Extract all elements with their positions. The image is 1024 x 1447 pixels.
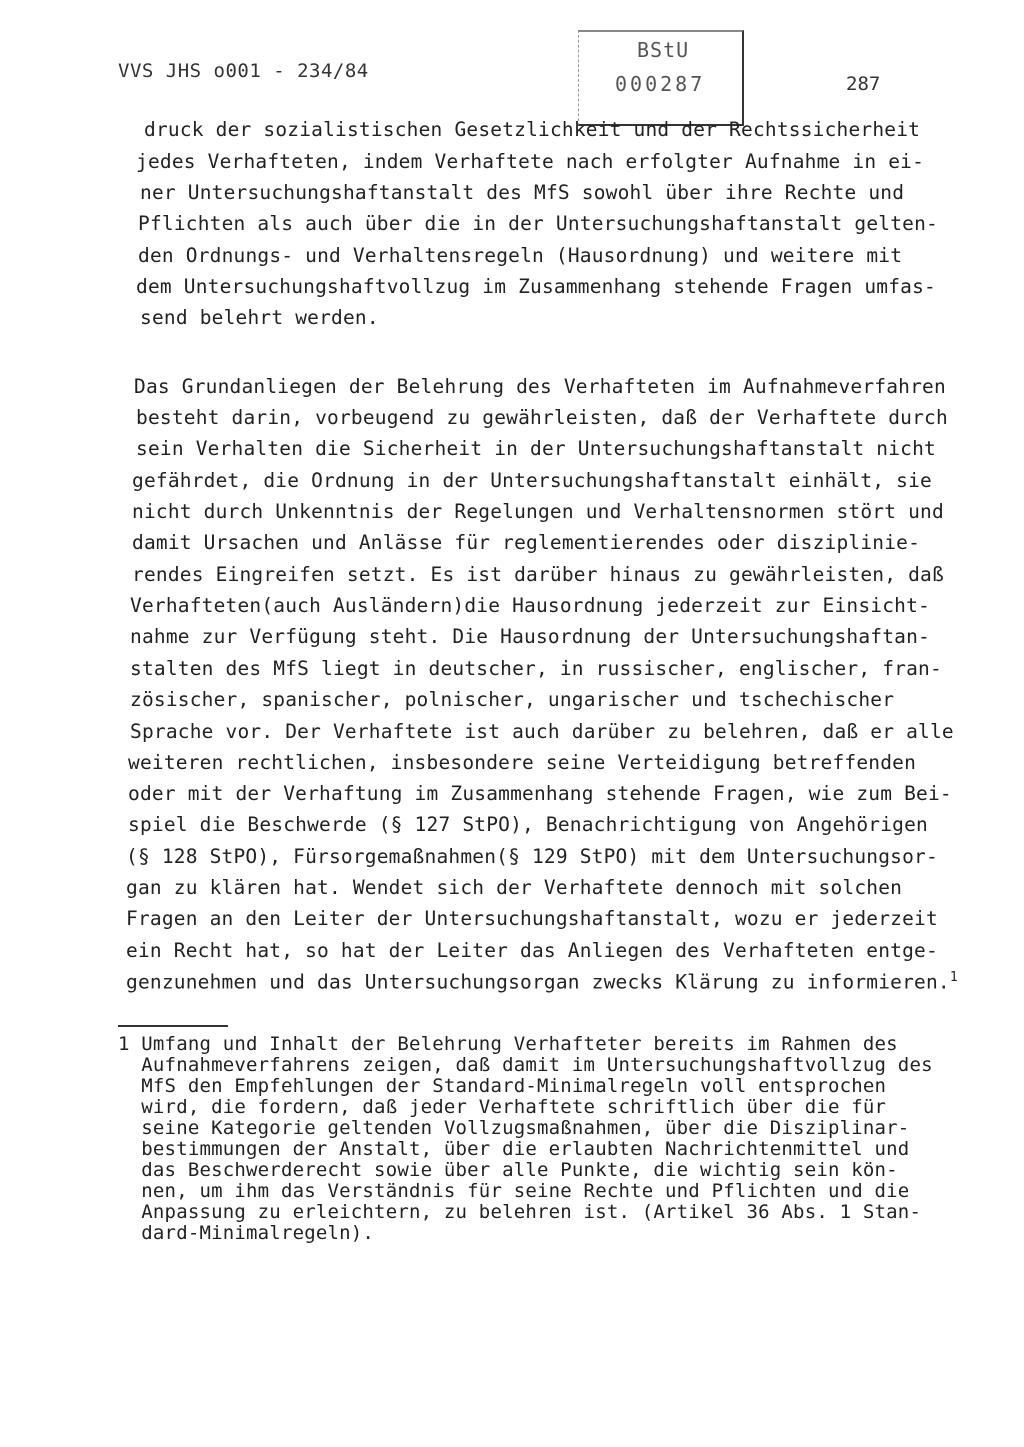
paragraph-line: damit Ursachen und Anlässe für reglementierendes oder disziplinie-	[132, 531, 921, 554]
footnote-line: wird, die fordern, daß jeder Verhaftete schriftlich über die für	[118, 1096, 887, 1118]
paragraph-line: (§ 128 StPO), Fürsorgemaßnahmen(§ 129 StPO) mit dem Untersuchungsor-	[126, 845, 938, 868]
paragraph-line	[126, 970, 958, 994]
paragraph-line: ner Untersuchungshaftanstalt des MfS sowohl über ihre Rechte und	[140, 181, 905, 204]
document-reference: VVS JHS o001 - 234/84	[118, 60, 369, 82]
paragraph-line: Das Grundanliegen der Belehrung des Verhafteten im Aufnahmeverfahren	[134, 375, 946, 398]
paragraph-line: druck der sozialistischen Gesetzlichkeit und der Rechtssicherheit	[144, 118, 921, 141]
paragraph-line: zösischer, spanischer, polnischer, ungarischer und tschechischer	[130, 688, 895, 711]
footnote-line: MfS den Empfehlungen der Standard-Minimalregeln voll entsprochen	[118, 1075, 887, 1097]
paragraph-line: oder mit der Verhaftung im Zusammenhang stehende Fragen, wie zum Bei-	[128, 782, 952, 805]
paragraph-line: rendes Eingreifen setzt. Es ist darüber hinaus zu gewährleisten, daß	[132, 563, 944, 586]
page-number: 287	[846, 73, 881, 95]
paragraph-line: stalten des MfS liegt in deutscher, in russischer, englischer, fran-	[130, 657, 942, 680]
footnote-line: 1 Umfang und Inhalt der Belehrung Verhafteter bereits im Rahmen des	[118, 1033, 898, 1055]
paragraph-line: Pflichten als auch über die in der Untersuchungshaftanstalt gelten-	[138, 212, 938, 235]
archive-stamp	[578, 30, 744, 126]
paragraph-line: ein Recht hat, so hat der Leiter das Anliegen des Verhafteten entge-	[126, 939, 938, 962]
paragraph-line: weiteren rechtlichen, insbesondere seine Verteidigung betreffenden	[128, 751, 917, 774]
paragraph-line: spiel die Beschwerde (§ 127 StPO), Benachrichtigung von Angehörigen	[128, 813, 928, 836]
footnote-line: nen, um ihm das Verständnis für seine Rechte und Pflichten und die	[118, 1180, 910, 1202]
paragraph-line: Verhafteten(auch Ausländern)die Hausordnung jederzeit zur Einsicht-	[130, 594, 930, 617]
footnote-line: Aufnahmeverfahrens zeigen, daß damit im Untersuchungshaftvollzug des	[118, 1054, 933, 1076]
footnote-line: seine Kategorie geltenden Vollzugsmaßnahmen, über die Disziplinar-	[118, 1117, 910, 1139]
paragraph-line: gefährdet, die Ordnung in der Untersuchungshaftanstalt einhält, sie	[132, 469, 932, 492]
footnote-separator	[118, 1025, 228, 1027]
stamp-title: BStU	[637, 38, 690, 62]
paragraph-line: Fragen an den Leiter der Untersuchungshaftanstalt, wozu er jederzeit	[126, 907, 938, 930]
paragraph-line: jedes Verhafteten, indem Verhaftete nach erfolgter Aufnahme in ei-	[136, 150, 925, 173]
paragraph-line: den Ordnungs- und Verhaltensregeln (Hausordnung) und weitere mit	[138, 244, 903, 267]
paragraph-line: Sprache vor. Der Verhaftete ist auch darüber zu belehren, daß er alle	[130, 720, 954, 743]
footnote-marker: 1	[949, 970, 958, 985]
paragraph-line: nahme zur Verfügung steht. Die Hausordnung der Untersuchungshaftan-	[130, 625, 930, 648]
footnote-line: Anpassung zu erleichtern, zu belehren ist. (Artikel 36 Abs. 1 Stan-	[118, 1201, 922, 1223]
paragraph-line: besteht darin, vorbeugend zu gewährleisten, daß der Verhaftete durch	[136, 406, 948, 429]
paragraph-line-text: genzunehmen und das Untersuchungsorgan zwecks Klärung zu informieren.	[126, 970, 950, 994]
paragraph-line: sein Verhalten die Sicherheit in der Untersuchungshaftanstalt nicht	[136, 437, 936, 460]
stamp-number: 000287	[615, 72, 706, 96]
footnote-line: bestimmungen der Anstalt, über die erlaubten Nachrichtenmittel und	[118, 1138, 910, 1160]
footnote-line: dard-Minimalregeln).	[118, 1222, 375, 1244]
paragraph-line: dem Untersuchungshaftvollzug im Zusammenhang stehende Fragen umfas-	[136, 275, 936, 298]
paragraph-line: send belehrt werden.	[140, 306, 379, 329]
footnote-line: das Beschwerderecht sowie über alle Punkte, die wichtig sein kön-	[118, 1159, 898, 1181]
paragraph-line: nicht durch Unkenntnis der Regelungen und Verhaltensnormen stört und	[132, 500, 944, 523]
paragraph-line: gan zu klären hat. Wendet sich der Verhaftete dennoch mit solchen	[126, 876, 903, 899]
